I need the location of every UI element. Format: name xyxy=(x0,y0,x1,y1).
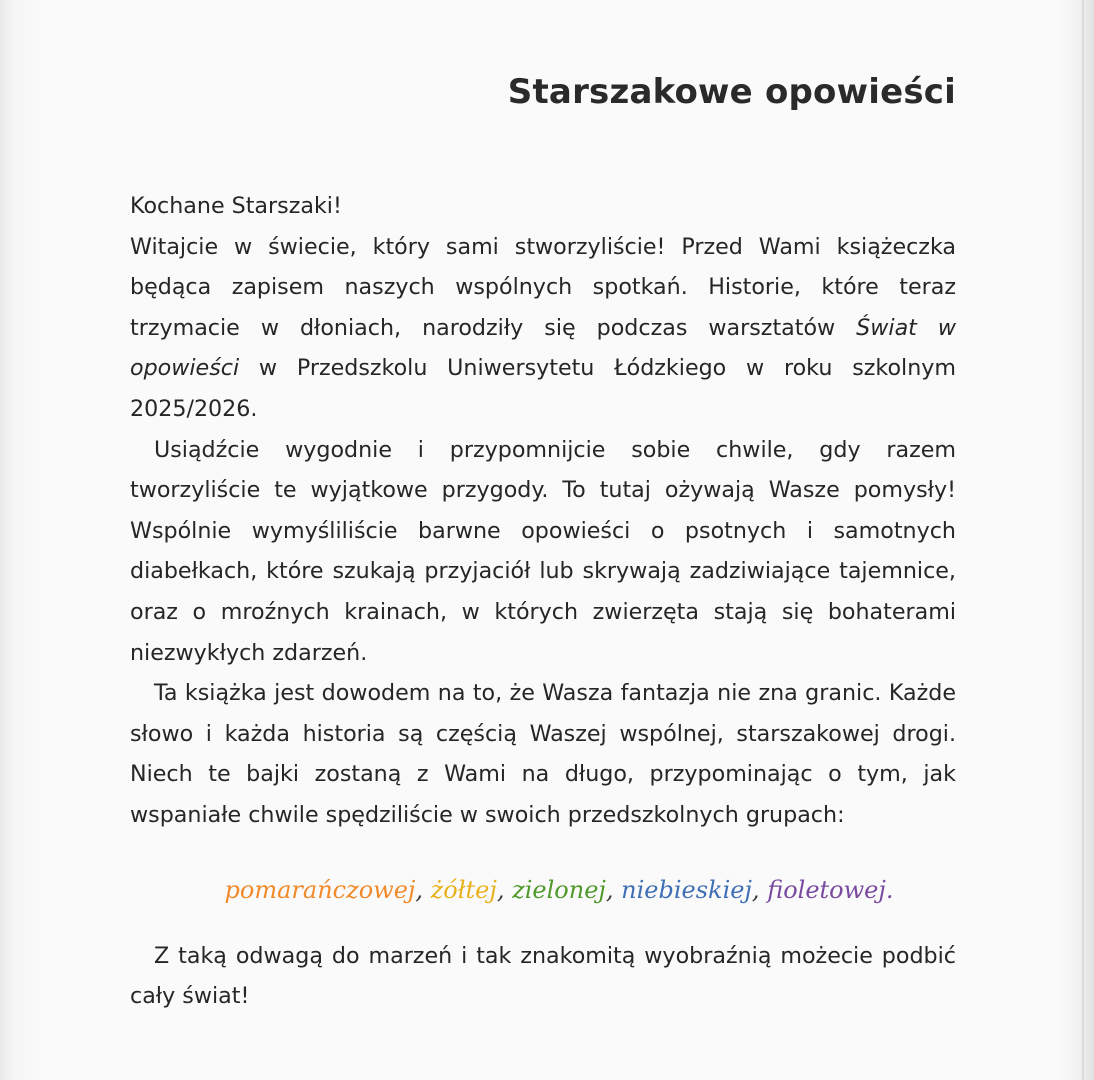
paragraph-closing: Z taką odwagą do marzeń i tak znakomitą wyobraźnią możecie podbić cały świat! xyxy=(130,942,956,1010)
group-orange: pomarańczowej xyxy=(224,875,416,904)
group-violet: fioletowej xyxy=(767,875,886,904)
paragraph-intro xyxy=(130,227,956,430)
separator-comma: , xyxy=(415,875,424,904)
paragraph-fantasy: Ta książka jest dowodem na to, że Wasza fantazja nie zna granic. Każde słowo i każda historia są częścią Waszej wspólnej, starszakowej drogi. Niech te bajki zostaną z Wami na długo, przypominając o tym, jak wspaniałe chwile spędziliście w swoich przedszkolnych grupach: xyxy=(130,680,956,828)
greeting: Kochane Starszaki! xyxy=(130,193,342,219)
separator-comma: , xyxy=(496,875,505,904)
page-title: Starszakowe opowieści xyxy=(507,72,956,112)
group-blue: niebieskiej xyxy=(621,875,752,904)
page-edge xyxy=(1082,0,1084,1080)
group-colors-line xyxy=(130,870,956,910)
paragraph-intro-text-start: Witajcie w świecie, który sami stworzyliście! Przed Wami książeczka będąca zapisem naszych wspólnych spotkań. Historie, które teraz trzymacie w dłoniach, narodziły się podczas warsztatów xyxy=(130,233,956,341)
group-yellow: żółtej xyxy=(430,875,497,904)
paragraph-intro-text-end: w Przedszkolu Uniwersytetu Łódzkiego w roku szkolnym 2025/2026. xyxy=(130,355,956,422)
group-green: zielonej xyxy=(512,875,606,904)
separator-comma: , xyxy=(605,875,614,904)
paragraph-memories: Usiądźcie wygodnie i przypomnijcie sobie chwile, gdy razem tworzyliście te wyjątkowe przygody. To tutaj ożywają Wasze pomysły! Wspólnie wymyśliliście barwne opowieści o psotnych i samotnych diabełkach, które szukają przyjaciół lub skrywają zadziwiające tajemnice, oraz o mroźnych krainach, w których zwierzęta stają się bohaterami niezwykłych zdarzeń. xyxy=(130,436,956,666)
separator-period: . xyxy=(885,875,894,904)
letter-body xyxy=(130,186,956,1017)
separator-comma: , xyxy=(751,875,760,904)
workshop-name: Świat w opowieści xyxy=(130,314,957,382)
